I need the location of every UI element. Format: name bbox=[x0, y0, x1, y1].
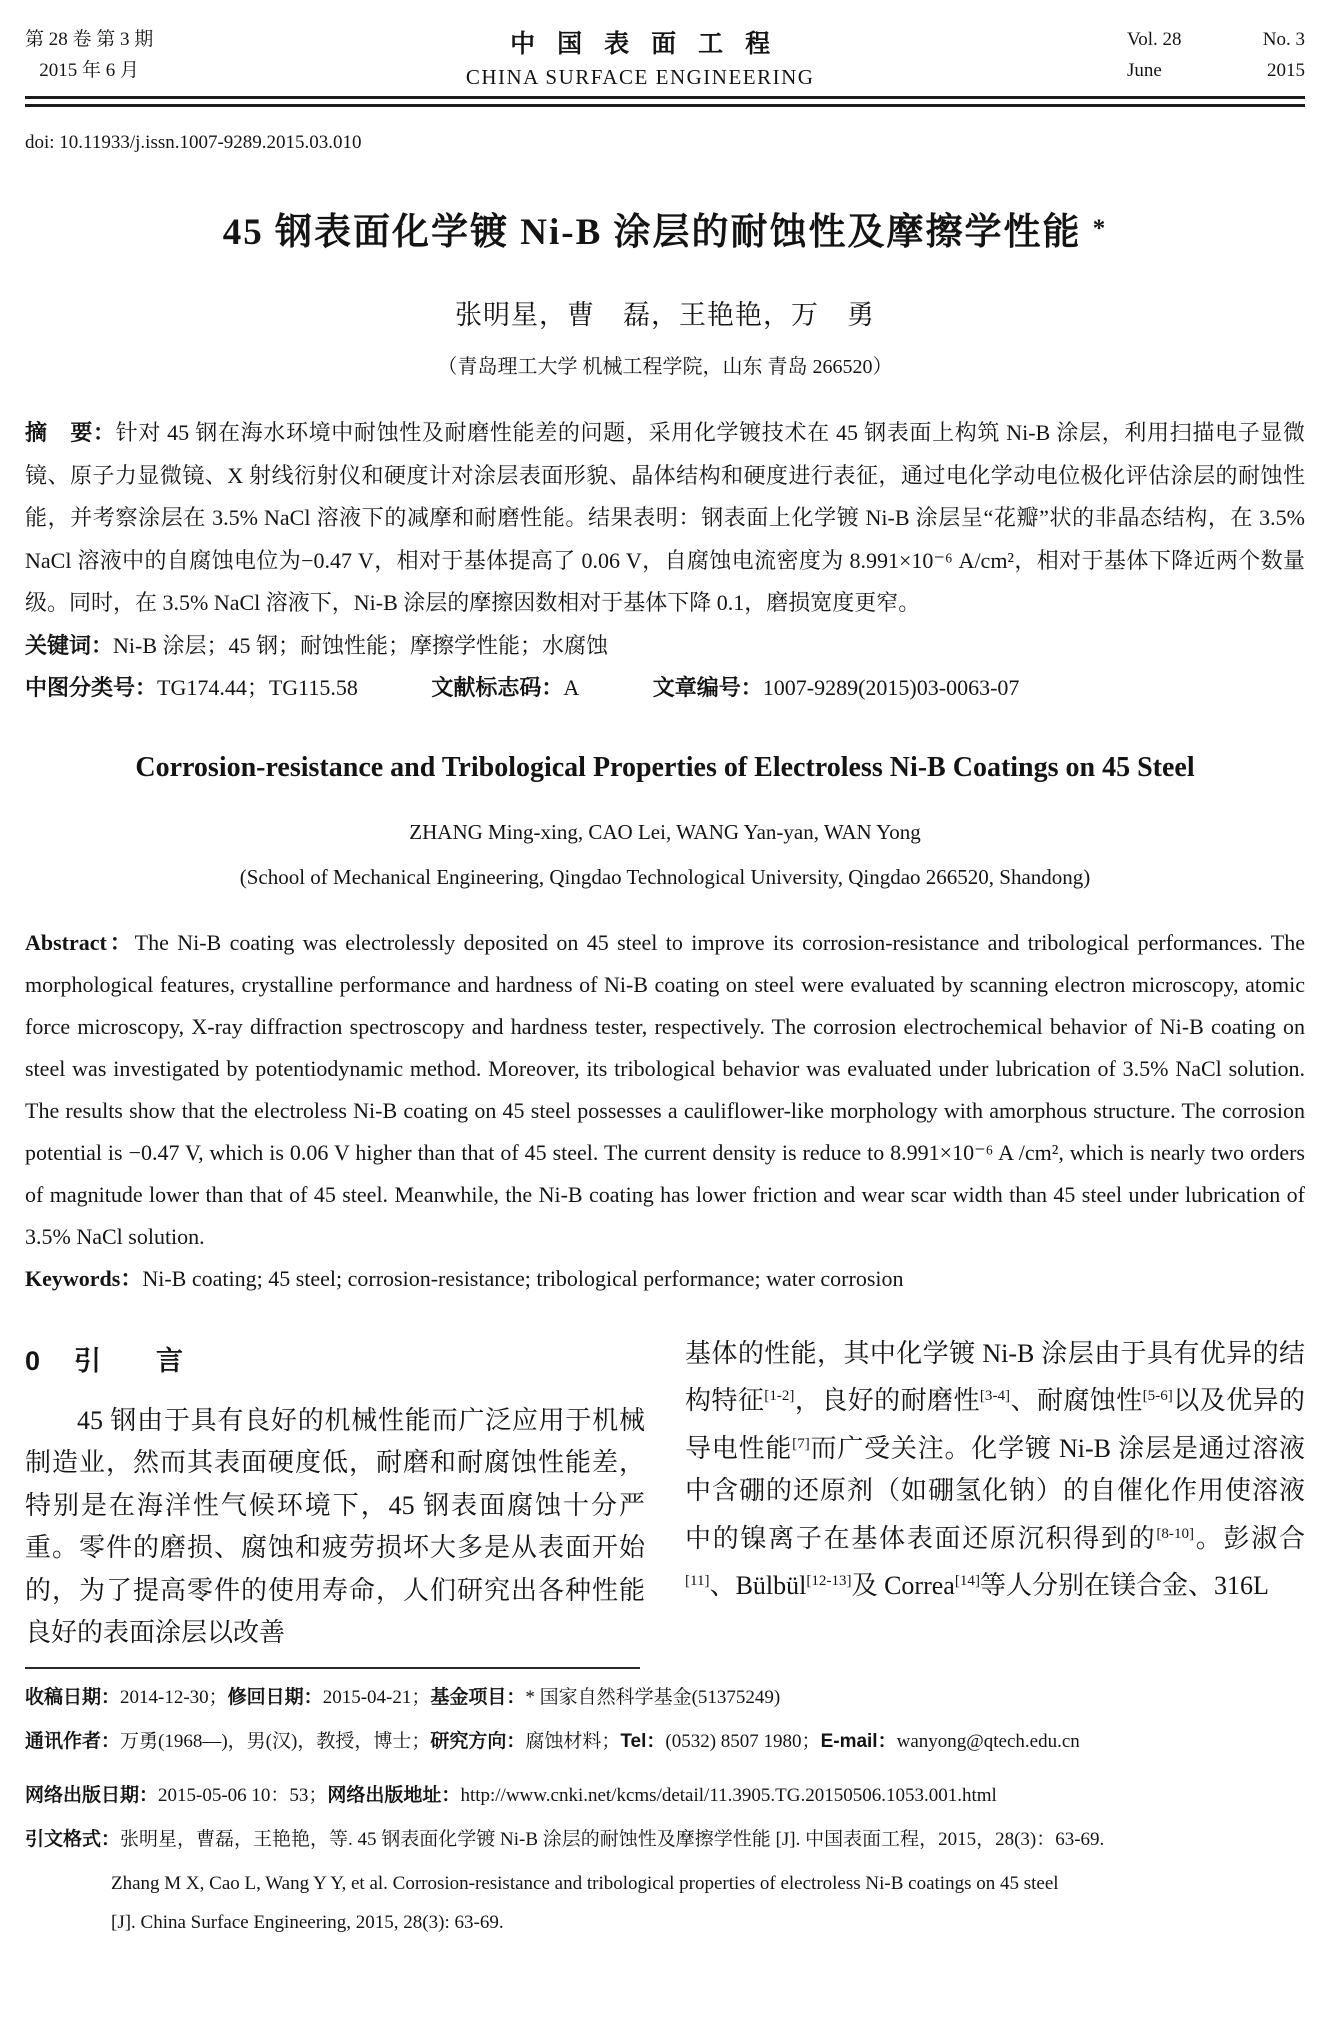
footnote-divider-rule bbox=[25, 1667, 640, 1669]
journal-vol-en: Vol. 28 bbox=[1127, 29, 1182, 50]
article-no-group bbox=[653, 675, 1020, 700]
classification-line bbox=[25, 667, 1305, 710]
abstract-en-text: The Ni-B coating was electrolessly deposited on 45 steel to improve its corrosion-resistance and tribological performances. The morphological features, crystalline performance and hardness of Ni-B coating on steel were evaluated by scanning electron microscopy, atomic force microscopy, X-ray diffraction spectroscopy and hardness tester, respectively. The corrosion electrochemical behavior of Ni-B coating on steel was investigated by potentiodynamic method. Moreover, its tribological behavior was evaluated under lubrication of 3.5% NaCl solution. The results show that the electroless Ni-B coating on 45 steel possesses a cauliflower-like morphology with amorphous structure. The corrosion potential is −0.47 V, which is 0.06 V higher than that of 45 steel. The current density is reduce to 8.991×10⁻⁶ A /cm², which is nearly two orders of magnitude lower than that of 45 steel. Meanwhile, the Ni-B coating has lower friction and wear scar width than 45 steel under lubrication of 3.5% NaCl solution. bbox=[25, 929, 1305, 1249]
keywords-en bbox=[25, 1263, 1305, 1295]
clc-group bbox=[25, 675, 358, 700]
affiliation-en: (School of Mechanical Engineering, Qingdao Technological University, Qingdao 266520, Shandong) bbox=[239, 864, 1091, 889]
footnote-citation-en-line1: Zhang M X, Cao L, Wang Y Y, et al. Corrosion-resistance and tribological properties of electroless Ni-B coatings on 45 steel bbox=[111, 1872, 1059, 1894]
doc-code-label: 文献标志码： bbox=[431, 675, 564, 700]
abstract-zh-text: 针对 45 钢在海水环境中耐蚀性及耐磨性能差的问题，采用化学镀技术在 45 钢表面上构筑 Ni-B 涂层，利用扫描电子显微镜、原子力显微镜、X 射线衍射仪和硬度计对涂层表面形貌、晶体结构和硬度进行表征，通过电化学动电位极化评估涂层的耐蚀性能，并考察涂层在 3.5% NaCl 溶液下的减摩和耐磨性能。结果表明：钢表面上化学镀 Ni-B 涂层呈“花瓣”状的非晶态结构，在 3.5% NaCl 溶液中的自腐蚀电位为−0.47 V，相对于基体提高了 0.06 V，自腐蚀电流密度为 8.991×10⁻⁶ A/cm²，相对于基体下降近两个数量级。同时，在 3.5% NaCl 溶液下，Ni-B 涂层的摩擦因数相对于基体下降 0.1，磨损宽度更窄。 bbox=[25, 420, 1305, 615]
journal-month-en: June bbox=[1127, 60, 1162, 81]
footnote-citation-en-line2: [J]. China Surface Engineering, 2015, 28(3): 63-69. bbox=[111, 1911, 504, 1933]
abstract-en-label: Abstract： bbox=[25, 929, 135, 955]
footnote-online-publication: 网络出版日期：2015-05-06 10：53；网络出版地址：http://www.cnki.net/kcms/detail/11.3905.TG.20150506.1053.001.html bbox=[25, 1784, 997, 1806]
title-footnote-mark: * bbox=[1092, 215, 1108, 242]
journal-year-en: 2015 bbox=[1267, 60, 1305, 81]
doi-line: doi: 10.11933/j.issn.1007-9289.2015.03.010 bbox=[25, 132, 362, 153]
journal-name-zh: 中国表面工程 bbox=[510, 30, 793, 58]
article-title-zh-text: 45 钢表面化学镀 Ni-B 涂层的耐蚀性及摩擦学性能 bbox=[222, 212, 1082, 253]
section-0-heading bbox=[25, 1339, 645, 1378]
body-columns bbox=[25, 1333, 1305, 1655]
article-no-label: 文章编号： bbox=[652, 675, 763, 700]
journal-header bbox=[25, 24, 1305, 90]
keywords-zh bbox=[25, 625, 1305, 668]
section-0-number: 0 bbox=[25, 1345, 41, 1376]
journal-date-zh: 2015 年 6 月 bbox=[39, 60, 140, 81]
journal-name-en: CHINA SURFACE ENGINEERING bbox=[465, 65, 815, 89]
right-column bbox=[685, 1333, 1305, 1655]
article-title-en: Corrosion-resistance and Tribological Properties of Electroless Ni-B Coatings on 45 Steel bbox=[135, 751, 1195, 783]
section-0-title: 引 言 bbox=[74, 1345, 198, 1376]
keywords-zh-text: Ni-B 涂层；45 钢；耐蚀性能；摩擦学性能；水腐蚀 bbox=[113, 632, 609, 658]
keywords-zh-label: 关键词： bbox=[25, 632, 114, 658]
footnote-dates: 收稿日期：2014-12-30；修回日期：2015-04-21；基金项目：* 国家自然科学基金(51375249) bbox=[25, 1686, 781, 1708]
journal-no-en: No. 3 bbox=[1262, 29, 1305, 50]
footnote-corresponding-author: 通讯作者：万勇(1968—)，男(汉)，教授，博士；研究方向：腐蚀材料；Tel：(0532) 8507 1980；E-mail：wanyong@qtech.edu.cn bbox=[25, 1730, 1080, 1752]
article-title-zh bbox=[25, 201, 1305, 255]
footnotes bbox=[25, 1684, 1305, 1936]
abstract-en bbox=[25, 922, 1305, 1258]
journal-issue-zh: 第 28 卷 第 3 期 bbox=[25, 29, 154, 50]
journal-name-block bbox=[153, 24, 1127, 90]
authors-zh: 张明星，曹 磊，王艳艳，万 勇 bbox=[455, 300, 875, 330]
intro-left-paragraph: 45 钢由于具有良好的机械性能而广泛应用于机械制造业，然而其表面硬度低，耐磨和耐腐蚀性能差，特别是在海洋性气候环境下，45 钢表面腐蚀十分严重。零件的磨损、腐蚀和疲劳损坏大多是从表面开始的，为了提高零件的使用寿命，人们研究出各种性能良好的表面涂层以改善 bbox=[25, 1405, 645, 1647]
journal-vol-block bbox=[1127, 24, 1305, 86]
abstract-zh bbox=[25, 412, 1305, 625]
journal-issue-block bbox=[25, 24, 153, 86]
clc-value: TG174.44；TG115.58 bbox=[157, 675, 358, 700]
keywords-en-text: Ni-B coating; 45 steel; corrosion-resistance; tribological performance; water corrosion bbox=[142, 1265, 904, 1291]
keywords-en-label: Keywords： bbox=[25, 1265, 143, 1291]
clc-label: 中图分类号： bbox=[25, 675, 158, 700]
abstract-zh-label: 摘 要： bbox=[25, 420, 116, 445]
header-divider-rule bbox=[25, 96, 1305, 107]
left-column bbox=[25, 1333, 645, 1655]
authors-en: ZHANG Ming-xing, CAO Lei, WANG Yan-yan, WAN Yong bbox=[409, 819, 921, 844]
intro-right-paragraph: 基体的性能，其中化学镀 Ni-B 涂层由于具有优异的结构特征[1-2]，良好的耐磨性[3-4]、耐腐蚀性[5-6]以及优异的导电性能[7]而广受关注。化学镀 Ni-B 涂层是通过溶液中含硼的还原剂（如硼氢化钠）的自催化作用使溶液中的镍离子在基体表面还原沉积得到的[8-10]。彭淑合[11]、Bülbül[12-13]及 Correa[14]等人分别在镁合金、316L bbox=[685, 1338, 1305, 1600]
affiliation-zh: （青岛理工大学 机械工程学院，山东 青岛 266520） bbox=[437, 356, 893, 378]
article-no-value: 1007-9289(2015)03-0063-07 bbox=[762, 675, 1020, 700]
doc-code-group bbox=[431, 675, 579, 700]
footnote-citation-zh: 引文格式：张明星，曹磊，王艳艳，等. 45 钢表面化学镀 Ni-B 涂层的耐蚀性及摩擦学性能 [J]. 中国表面工程，2015，28(3)：63-69. bbox=[25, 1828, 1105, 1850]
doc-code-value: A bbox=[563, 675, 580, 700]
